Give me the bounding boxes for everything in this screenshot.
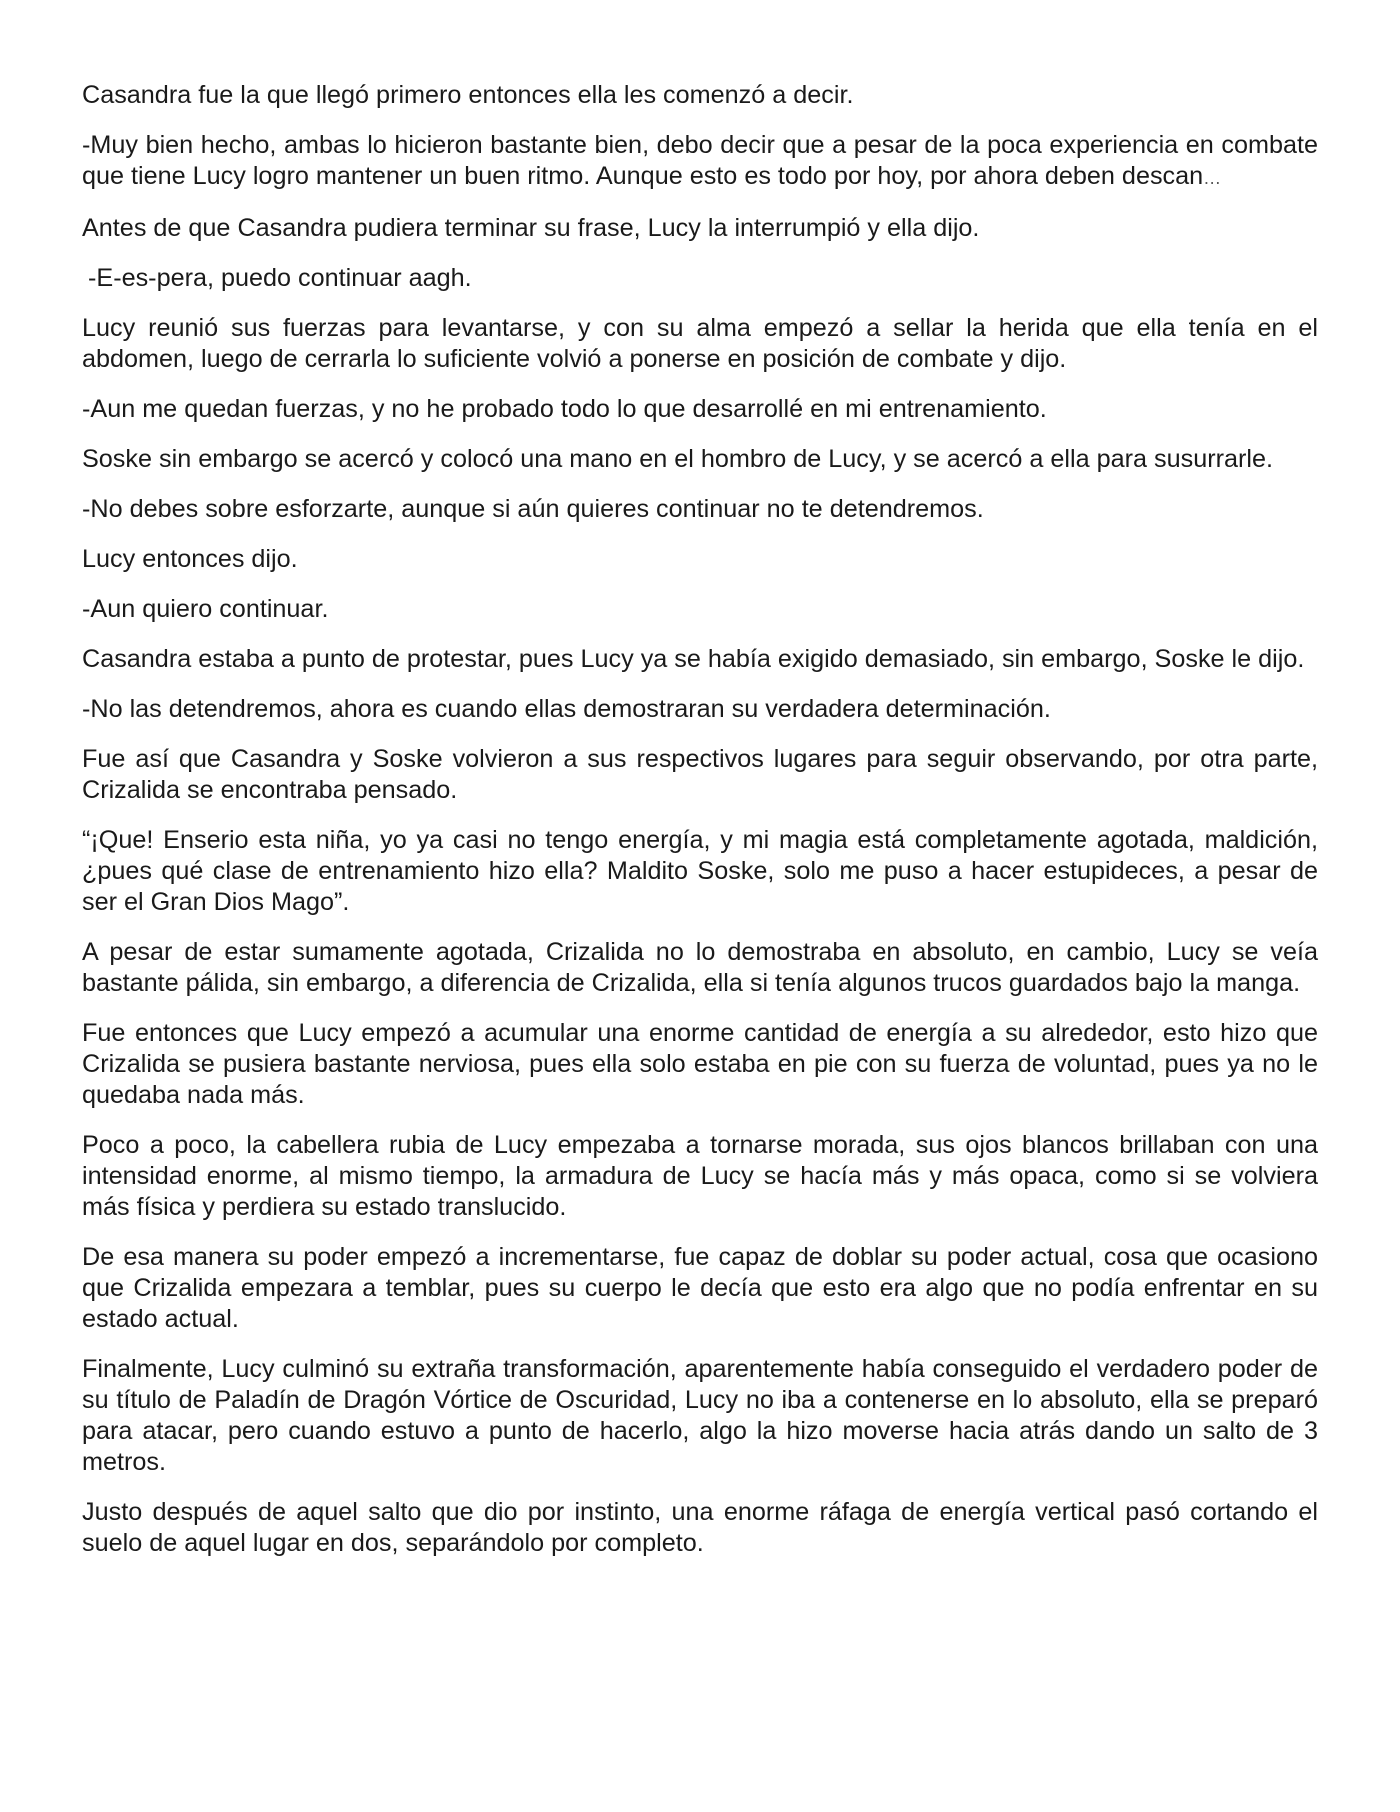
paragraph-17: Poco a poco, la cabellera rubia de Lucy empezaba a tornarse morada, sus ojos blancos brillaban con una intensidad enorme, al mismo tiempo, la armadura de Lucy se hacía más y más opaca, como si se volviera más física y perdiera su estado translucido.	[82, 1131, 1318, 1221]
paragraph-14: “¡Que! Enserio esta niña, yo ya casi no tengo energía, y mi magia está completamente agotada, maldición, ¿pues qué clase de entrenamiento hizo ella? Maldito Soske, solo me puso a hacer estupideces, a pesar de ser el Gran Dios Mago”.	[82, 826, 1318, 916]
paragraph-2	[82, 130, 1318, 194]
ellipsis-mark: …	[1203, 168, 1222, 188]
paragraph-5: Lucy reunió sus fuerzas para levantarse, y con su alma empezó a sellar la herida que ella tenía en el abdomen, luego de cerrarla lo suficiente volvió a ponerse en posición de combate y dijo.	[82, 314, 1318, 373]
paragraph-3: Antes de que Casandra pudiera terminar su frase, Lucy la interrumpió y ella dijo.	[82, 214, 980, 242]
paragraph-12: -No las detendremos, ahora es cuando ellas demostraran su verdadera determinación.	[82, 695, 1051, 723]
document-page	[82, 80, 1318, 1578]
paragraph-20: Justo después de aquel salto que dio por instinto, una enorme ráfaga de energía vertical pasó cortando el suelo de aquel lugar en dos, separándolo por completo.	[82, 1498, 1318, 1557]
paragraph-7: Soske sin embargo se acercó y colocó una mano en el hombro de Lucy, y se acercó a ella para susurrarle.	[82, 445, 1273, 473]
paragraph-6: -Aun me quedan fuerzas, y no he probado todo lo que desarrollé en mi entrenamiento.	[82, 395, 1047, 423]
paragraph-11: Casandra estaba a punto de protestar, pues Lucy ya se había exigido demasiado, sin embargo, Soske le dijo.	[82, 645, 1305, 673]
paragraph-15: A pesar de estar sumamente agotada, Crizalida no lo demostraba en absoluto, en cambio, Lucy se veía bastante pálida, sin embargo, a diferencia de Crizalida, ella si tenía algunos trucos guardados bajo la manga.	[82, 938, 1318, 997]
paragraph-4: -E-es-pera, puedo continuar aagh.	[88, 264, 472, 292]
paragraph-13: Fue así que Casandra y Soske volvieron a sus respectivos lugares para seguir observando, por otra parte, Crizalida se encontraba pensado.	[82, 745, 1318, 804]
paragraph-1: Casandra fue la que llegó primero entonces ella les comenzó a decir.	[82, 81, 854, 109]
paragraph-9: Lucy entonces dijo.	[82, 545, 298, 573]
paragraph-8: -No debes sobre esforzarte, aunque si aún quieres continuar no te detendremos.	[82, 495, 984, 523]
paragraph-16: Fue entonces que Lucy empezó a acumular una enorme cantidad de energía a su alrededor, esto hizo que Crizalida se pusiera bastante nerviosa, pues ella solo estaba en pie con su fuerza de voluntad, pues ya no le quedaba nada más.	[82, 1019, 1318, 1109]
paragraph-2-text: -Muy bien hecho, ambas lo hicieron bastante bien, debo decir que a pesar de la poca experiencia en combate que tiene Lucy logro mantener un buen ritmo. Aunque esto es todo por hoy, por ahora deben descan	[82, 131, 1318, 190]
paragraph-19: Finalmente, Lucy culminó su extraña transformación, aparentemente había conseguido el verdadero poder de su título de Paladín de Dragón Vórtice de Oscuridad, Lucy no iba a contenerse en lo absoluto, ella se preparó para atacar, pero cuando estuvo a punto de hacerlo, algo la hizo moverse hacia atrás dando un salto de 3 metros.	[82, 1355, 1318, 1476]
paragraph-18: De esa manera su poder empezó a incrementarse, fue capaz de doblar su poder actual, cosa que ocasiono que Crizalida empezara a temblar, pues su cuerpo le decía que esto era algo que no podía enfrentar en su estado actual.	[82, 1243, 1318, 1333]
paragraph-10: -Aun quiero continuar.	[82, 595, 329, 623]
